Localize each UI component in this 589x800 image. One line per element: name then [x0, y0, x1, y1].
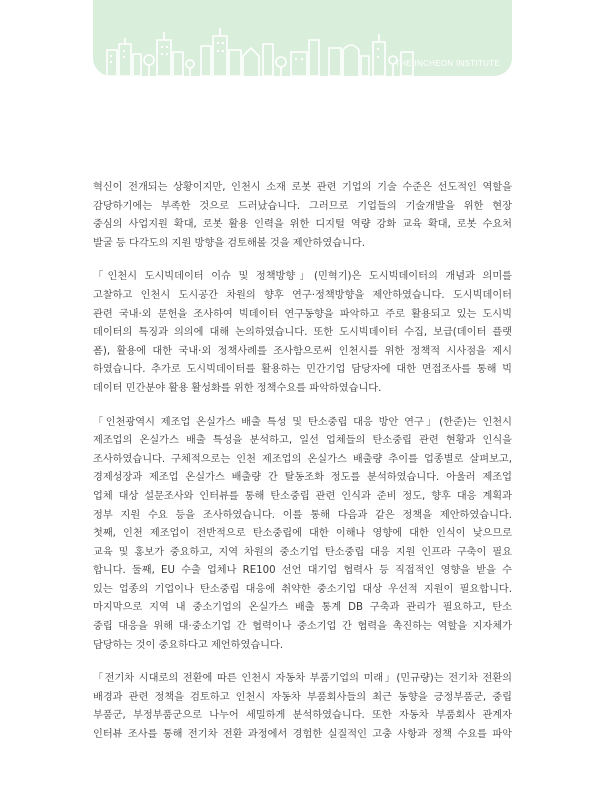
document-body: [93, 179, 512, 760]
text-line: 있는 업종의 기업이나 탄소중립 대응에 취약한 중소기업 대상 우선적 지원이 필요합니다.: [93, 583, 512, 595]
text-line: 혁신이 전개되는 상황이지만, 인천시 소재 로봇 관련 기업의 기술 수준은 선도적인 역할을: [93, 182, 512, 193]
text-line: 관련 국내·외 문헌을 조사하여 빅데이터 연구동향을 파악하고 주로 활용되고 있는 도시빅: [93, 308, 512, 320]
text-line: 제조업의 온실가스 배출 특성을 분석하고, 일선 업체들의 탄소중립 관련 현황과 인식을: [93, 435, 512, 447]
text-line: 부품군, 부정부품군으로 나누어 세밀하게 분석하였습니다. 또한 자동차 부품회사 관계자: [93, 710, 512, 722]
text-line: 담당하는 것이 중요하다고 제언하였습니다.: [93, 639, 284, 651]
text-line: 배경과 관련 정책을 검토하고 인천시 자동차 부품회사들의 최근 동향을 긍정부품군, 중립: [93, 691, 512, 703]
text-line: 감당하기에는 부족한 것으로 드러났습니다. 그러므로 기업들의 기술개발을 위한 현장: [93, 200, 512, 212]
paragraph: [93, 414, 512, 656]
text-line: 하였습니다. 추가로 도시빅데이터를 활용하는 민간기업 담당자에 대한 면접조사를 통해 빅: [93, 364, 512, 376]
institute-name: THE INCHEON INSTITUTE: [395, 59, 500, 68]
text-line: 마지막으로 지역 내 중소기업의 온실가스 배출 통계 DB 구축과 관리가 필요하고, 탄소: [93, 602, 512, 614]
header-band: [93, 0, 512, 76]
text-line: 경제성장과 제조업 온실가스 배출량 간 탈동조화 정도를 분석하였습니다. 아울러 제조업: [93, 472, 512, 484]
text-line: 업체 대상 설문조사와 인터뷰를 통해 탄소중립 관련 인식과 준비 정도, 향후 대응 계획과: [93, 490, 512, 502]
text-line: 데이터의 특징과 의의에 대해 논의하였습니다. 또한 도시빅데이터 수집, 보급(데이터 플랫: [93, 327, 512, 339]
text-line: 합니다. 둘째, EU 수출 업체나 RE100 선언 대기업 협력사 등 직접적인 영향을 받을 수: [93, 565, 512, 577]
text-line: 정부 지원 수요 등을 조사하였습니다. 이를 통해 다음과 같은 정책을 제안하였습니다.: [93, 509, 512, 521]
text-line: 인터뷰 조사를 통해 전기차 전환 과정에서 경험한 실질적인 고충 사항과 정책 수요를 파악: [93, 729, 512, 741]
text-line: 「전기차 시대로의 전환에 따른 인천시 자동차 부품기업의 미래」(민규량)는 전기차 전환의: [93, 673, 512, 685]
text-line: 교육 및 홍보가 중요하고, 지역 차원의 중소기업 탄소중립 대응 지원 인프라 구축이 필요: [93, 546, 512, 558]
text-line: 중심의 사업지원 확대, 로봇 활용 인력을 위한 디지털 역량 강화 교육 확대, 로봇 수요처: [93, 219, 512, 231]
text-line: 첫째, 인천 제조업이 전반적으로 탄소중립에 대한 이해나 영향에 대한 인식이 낮으므로: [93, 528, 512, 540]
text-line: 고찰하고 인천시 도시공간 차원의 향후 연구·정책방향을 제안하였습니다. 도시빅데이터: [93, 289, 512, 301]
paragraph: [93, 670, 512, 744]
paragraph: [93, 179, 512, 253]
text-line: 「인천광역시 제조업 온실가스 배출 특성 및 탄소중립 대응 방안 연구」(한준)는 인천시: [93, 416, 512, 428]
text-line: 중립 대응을 위해 대·중소기업 간 협력이나 중소기업 간 협력을 촉진하는 역할을 지자체가: [93, 621, 512, 633]
text-line: 폼), 활용에 대한 국내·외 정책사례를 조사함으로써 인천시를 위한 정책적 시사점을 제시: [93, 345, 512, 357]
paragraph: [93, 268, 512, 398]
text-line: 조사하였습니다. 구체적으로는 인천 제조업의 온실가스 배출량 추이를 업종별로 살펴보고,: [93, 453, 512, 465]
text-line: 「인천시 도시빅데이터 이슈 및 정책방향」(민혁기)은 도시빅데이터의 개념과 의미를: [93, 271, 512, 283]
text-line: 데이터 민간분야 활용 활성화를 위한 정책수요를 파악하였습니다.: [93, 382, 382, 394]
text-line: 발굴 등 다각도의 지원 방향을 검토해볼 것을 제안하였습니다.: [93, 237, 365, 249]
